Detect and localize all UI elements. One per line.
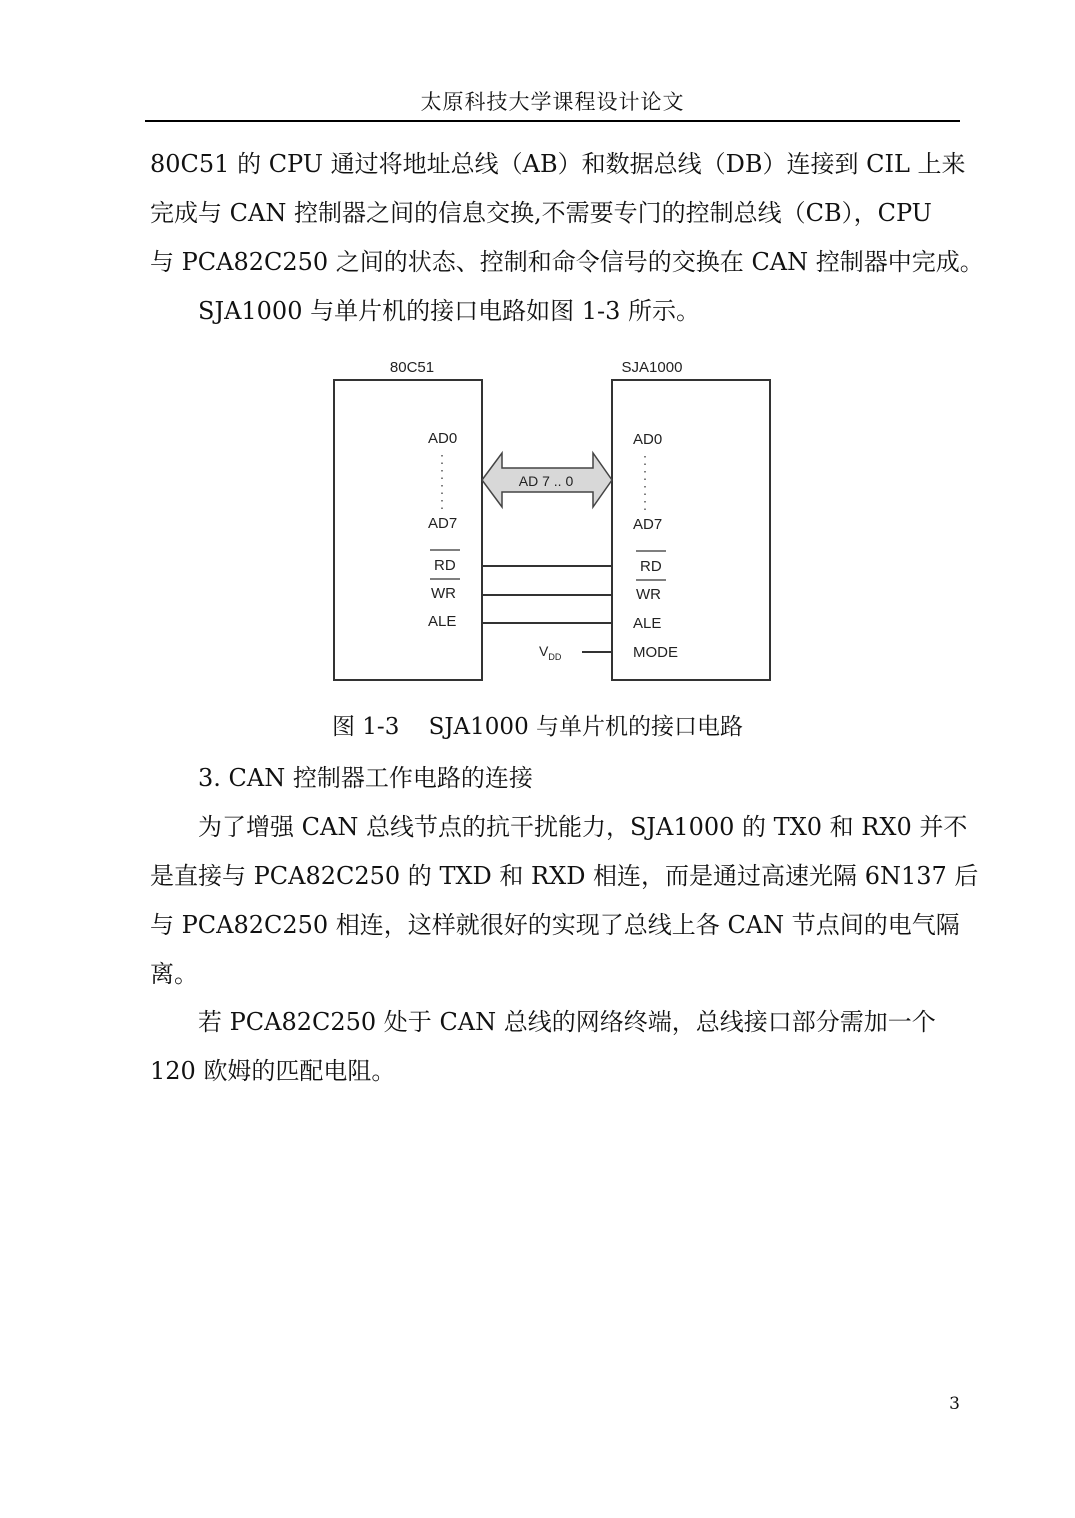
text-line: 完成与 CAN 控制器之间的信息交换,不需要专门的控制总线（CB），CPU <box>150 199 932 227</box>
left-pin-wr: WR <box>431 585 456 602</box>
paragraph-5 <box>150 998 960 1096</box>
text-line: 80C51 的 CPU 通过将地址总线（AB）和数据总线（DB）连接到 CIL 上来 <box>150 150 966 178</box>
bus-label: AD 7 .. 0 <box>518 473 574 489</box>
left-pin-ale: ALE <box>428 613 457 630</box>
page-header <box>145 88 960 122</box>
right-pin-wr: WR <box>636 586 661 603</box>
header-title: 太原科技大学课程设计论文 <box>420 90 685 114</box>
circuit-diagram <box>320 350 790 695</box>
text-line: 若 PCA82C250 处于 CAN 总线的网络终端，总线接口部分需加一个 <box>198 1008 936 1036</box>
left-pin-ad7: AD7 <box>428 515 458 532</box>
paragraph-1 <box>150 140 984 287</box>
right-pin-ad0: AD0 <box>633 431 663 448</box>
text-line: 离。 <box>150 960 198 988</box>
text-line: 为了增强 CAN 总线节点的抗干扰能力，SJA1000 的 TX0 和 RX0 并不 <box>198 813 968 841</box>
right-pin-ale: ALE <box>633 615 662 632</box>
section-heading <box>150 754 960 803</box>
text-line: 3. CAN 控制器工作电路的连接 <box>198 764 533 792</box>
paragraph-4 <box>150 803 979 999</box>
text-line: 与 PCA82C250 之间的状态、控制和命令信号的交换在 CAN 控制器中完成。 <box>150 248 984 276</box>
right-pin-mode: MODE <box>633 644 678 661</box>
left-pin-rd: RD <box>434 557 456 574</box>
left-chip-label: 80C51 <box>389 359 435 376</box>
text-line: 与 PCA82C250 相连，这样就很好的实现了总线上各 CAN 节点间的电气隔 <box>150 911 960 939</box>
right-chip-label: SJA1000 <box>621 359 683 376</box>
interface-circuit-figure <box>320 350 790 695</box>
left-chip-box <box>334 380 482 680</box>
vdd-label: $V_{DD}$ <box>539 643 562 662</box>
right-pin-rd: RD <box>640 558 662 575</box>
right-pin-ad7: AD7 <box>633 516 663 533</box>
figure-caption: 图 1-3 SJA1000 与单片机的接口电路 <box>331 714 744 740</box>
paragraph-2 <box>150 287 960 336</box>
text-line: 120 欧姆的匹配电阻。 <box>150 1057 396 1085</box>
text-line: SJA1000 与单片机的接口电路如图 1-3 所示。 <box>198 297 701 325</box>
left-pin-ad0: AD0 <box>428 430 458 447</box>
text-line: 是直接与 PCA82C250 的 TXD 和 RXD 相连，而是通过高速光隔 6N137 后 <box>150 862 979 890</box>
page-number: 3 <box>949 1394 960 1414</box>
